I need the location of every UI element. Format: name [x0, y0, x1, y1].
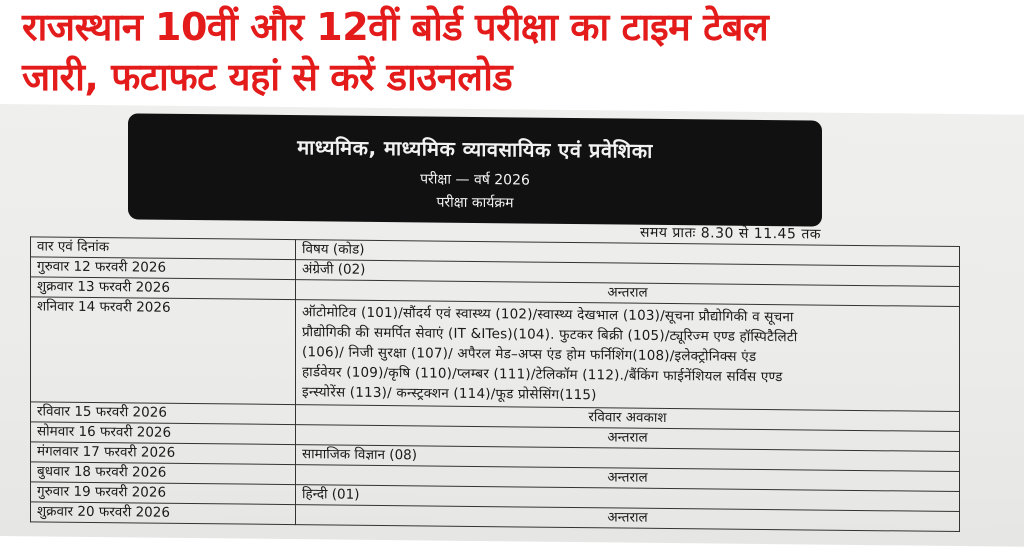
- headline-line-2: जारी, फटाफट यहां से करें डाउनलोड: [22, 55, 513, 99]
- row-subject: अन्तराल: [296, 280, 960, 307]
- row-subject: अन्तराल: [296, 425, 960, 452]
- row-day: शुक्रवार 20 फरवरी 2026: [31, 502, 296, 525]
- vocational-line: ऑटोमोटिव (101)/सौंदर्य एवं स्वास्थ्य (102)/स्वास्थ्य देखभाल (103)/सूचना प्रौद्योगिकी व सूचना: [302, 304, 794, 326]
- exam-timing: समय प्रातः 8.30 से 11.45 तक: [640, 224, 822, 243]
- row-day: शुक्रवार 13 फरवरी 2026: [31, 277, 296, 300]
- vocational-line: (106)/ निजी सुरक्षा (107)/ अपैरल मेड–अप्स एंड होम फर्निशिंग(108)/इलेक्ट्रोनिक्स एंड: [302, 344, 757, 365]
- schedule-table: [30, 236, 960, 532]
- headline: [22, 2, 1012, 102]
- header-day: वार एवं दिनांक: [31, 237, 296, 260]
- row-subject-vocational: [296, 300, 960, 412]
- headline-line-1: राजस्थान 10वीं और 12वीं बोर्ड परीक्षा का टाइम टेबल: [22, 5, 769, 49]
- row-day: रविवार 15 फरवरी 2026: [31, 402, 296, 425]
- banner-title: माध्यमिक, माध्यमिक व्यावसायिक एवं प्रवेशिका: [297, 135, 653, 163]
- vocational-line: हार्डवेयर (109)/कृषि (110)/प्लम्बर (111)/टेलिकॉम (112)./बैंकिंग फाईनेंशियल सर्विस एण्ड: [302, 364, 783, 386]
- row-subject: हिन्दी (01): [296, 485, 960, 512]
- vocational-line: इन्स्योरेंस (113)/ कन्स्ट्रक्शन (114)/फूड प्रोसेसिंग(115): [302, 384, 597, 404]
- row-day: गुरुवार 19 फरवरी 2026: [31, 482, 296, 505]
- banner-year: परीक्षा — वर्ष 2026: [420, 171, 530, 189]
- exam-banner: [128, 113, 822, 226]
- table-row: [31, 297, 960, 412]
- row-day: मंगलवार 17 फरवरी 2026: [31, 442, 296, 465]
- row-subject: रविवार अवकाश: [296, 405, 960, 432]
- row-subject: अन्तराल: [296, 465, 960, 492]
- vocational-line: प्रौद्योगिकी की समर्पित सेवाएं (IT &ITes)(104). फुटकर बिक्री (105)/ट्यूरिज्म एण्ड हॉस्पिटैलिटी: [302, 324, 798, 346]
- row-subject: अन्तराल: [296, 505, 960, 532]
- row-day: शनिवार 14 फरवरी 2026: [31, 297, 296, 405]
- row-subject: सामाजिक विज्ञान (08): [296, 445, 960, 472]
- exam-schedule-document: [0, 104, 1024, 547]
- banner-program: परीक्षा कार्यक्रम: [436, 194, 514, 212]
- row-day: सोमवार 16 फरवरी 2026: [31, 422, 296, 445]
- row-subject: अंग्रेजी (02): [296, 260, 960, 287]
- row-day: बुधवार 18 फरवरी 2026: [31, 462, 296, 485]
- row-day: गुरुवार 12 फरवरी 2026: [31, 257, 296, 280]
- header-subject: विषय (कोड): [296, 240, 960, 267]
